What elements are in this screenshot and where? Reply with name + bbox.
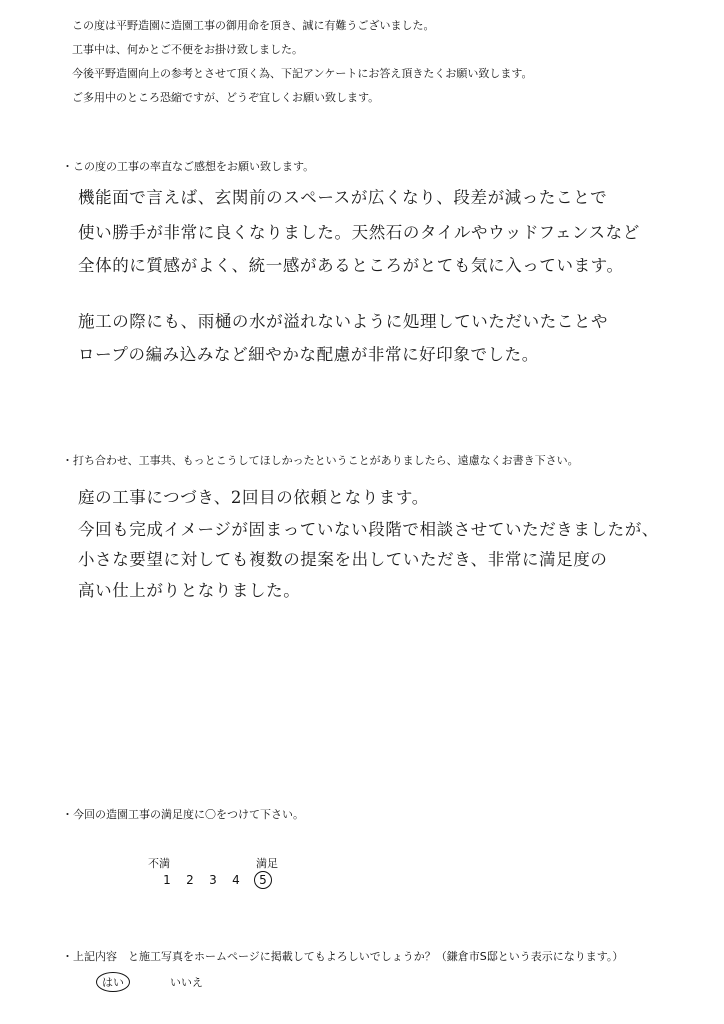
- intro-line: 今後平野造園向上の参考とさせて頂く為、下記アンケートにお答え頂きたくお願い致します。: [72, 67, 533, 80]
- intro-text: [72, 14, 532, 110]
- yes-option[interactable]: はい: [96, 972, 130, 992]
- question-1: ・この度の工事の率直なご感想をお願い致します。: [62, 160, 315, 173]
- handwritten-answer-line: 高い仕上がりとなりました。: [78, 581, 301, 600]
- no-option[interactable]: いいえ: [170, 976, 203, 989]
- rating-option-1[interactable]: 1: [163, 873, 171, 887]
- rating-option-5[interactable]: 5: [254, 871, 272, 889]
- handwritten-answer-line: 使い勝手が非常に良くなりました。天然石のタイルやウッドフェンスなど: [78, 223, 640, 242]
- rating-option-3[interactable]: 3: [209, 873, 217, 887]
- intro-line: ご多用中のところ恐縮ですが、どうぞ宜しくお願い致します。: [72, 91, 380, 104]
- satisfaction-rating: [148, 855, 288, 895]
- rating-option-2[interactable]: 2: [186, 873, 194, 887]
- handwritten-answer-line: 全体的に質感がよく、統一感があるところがとても気に入っています。: [78, 256, 624, 275]
- intro-line: 工事中は、何かとご不便をお掛け致しました。: [72, 43, 303, 56]
- question-3: ・今回の造園工事の満足度に〇をつけて下さい。: [62, 808, 304, 821]
- handwritten-answer-line: 施工の際にも、雨樋の水が溢れないように処理していただいたことや: [78, 312, 609, 331]
- handwritten-answer-line: 庭の工事につづき、2回目の依頼となります。: [78, 488, 429, 507]
- handwritten-answer-line: 機能面で言えば、玄関前のスペースが広くなり、段差が減ったことで: [78, 188, 608, 207]
- rating-options: [162, 873, 272, 889]
- question-4: ・上記内容 と施工写真をホームページに掲載してもよろしいでしょうか？（鎌倉市S邸という表示になります。）: [62, 950, 624, 963]
- question-2: ・打ち合わせ、工事共、もっとこうしてほしかったということがありましたら、遠慮なくお書き下さい。: [62, 454, 579, 467]
- rating-low-label: 不満: [148, 857, 170, 870]
- intro-line: この度は平野造園に造園工事の御用命を頂き、誠に有難うございました。: [72, 19, 435, 32]
- handwritten-answer-line: 小さな要望に対しても複数の提案を出していただき、非常に満足度の: [78, 550, 608, 569]
- publish-consent-options: [96, 972, 207, 992]
- rating-high-label: 満足: [256, 857, 278, 870]
- rating-option-4[interactable]: 4: [232, 873, 240, 887]
- handwritten-answer-line: 今回も完成イメージが固まっていない段階で相談させていただきましたが、: [78, 520, 659, 539]
- handwritten-answer-line: ロープの編み込みなど細やかな配慮が非常に好印象でした。: [78, 345, 539, 364]
